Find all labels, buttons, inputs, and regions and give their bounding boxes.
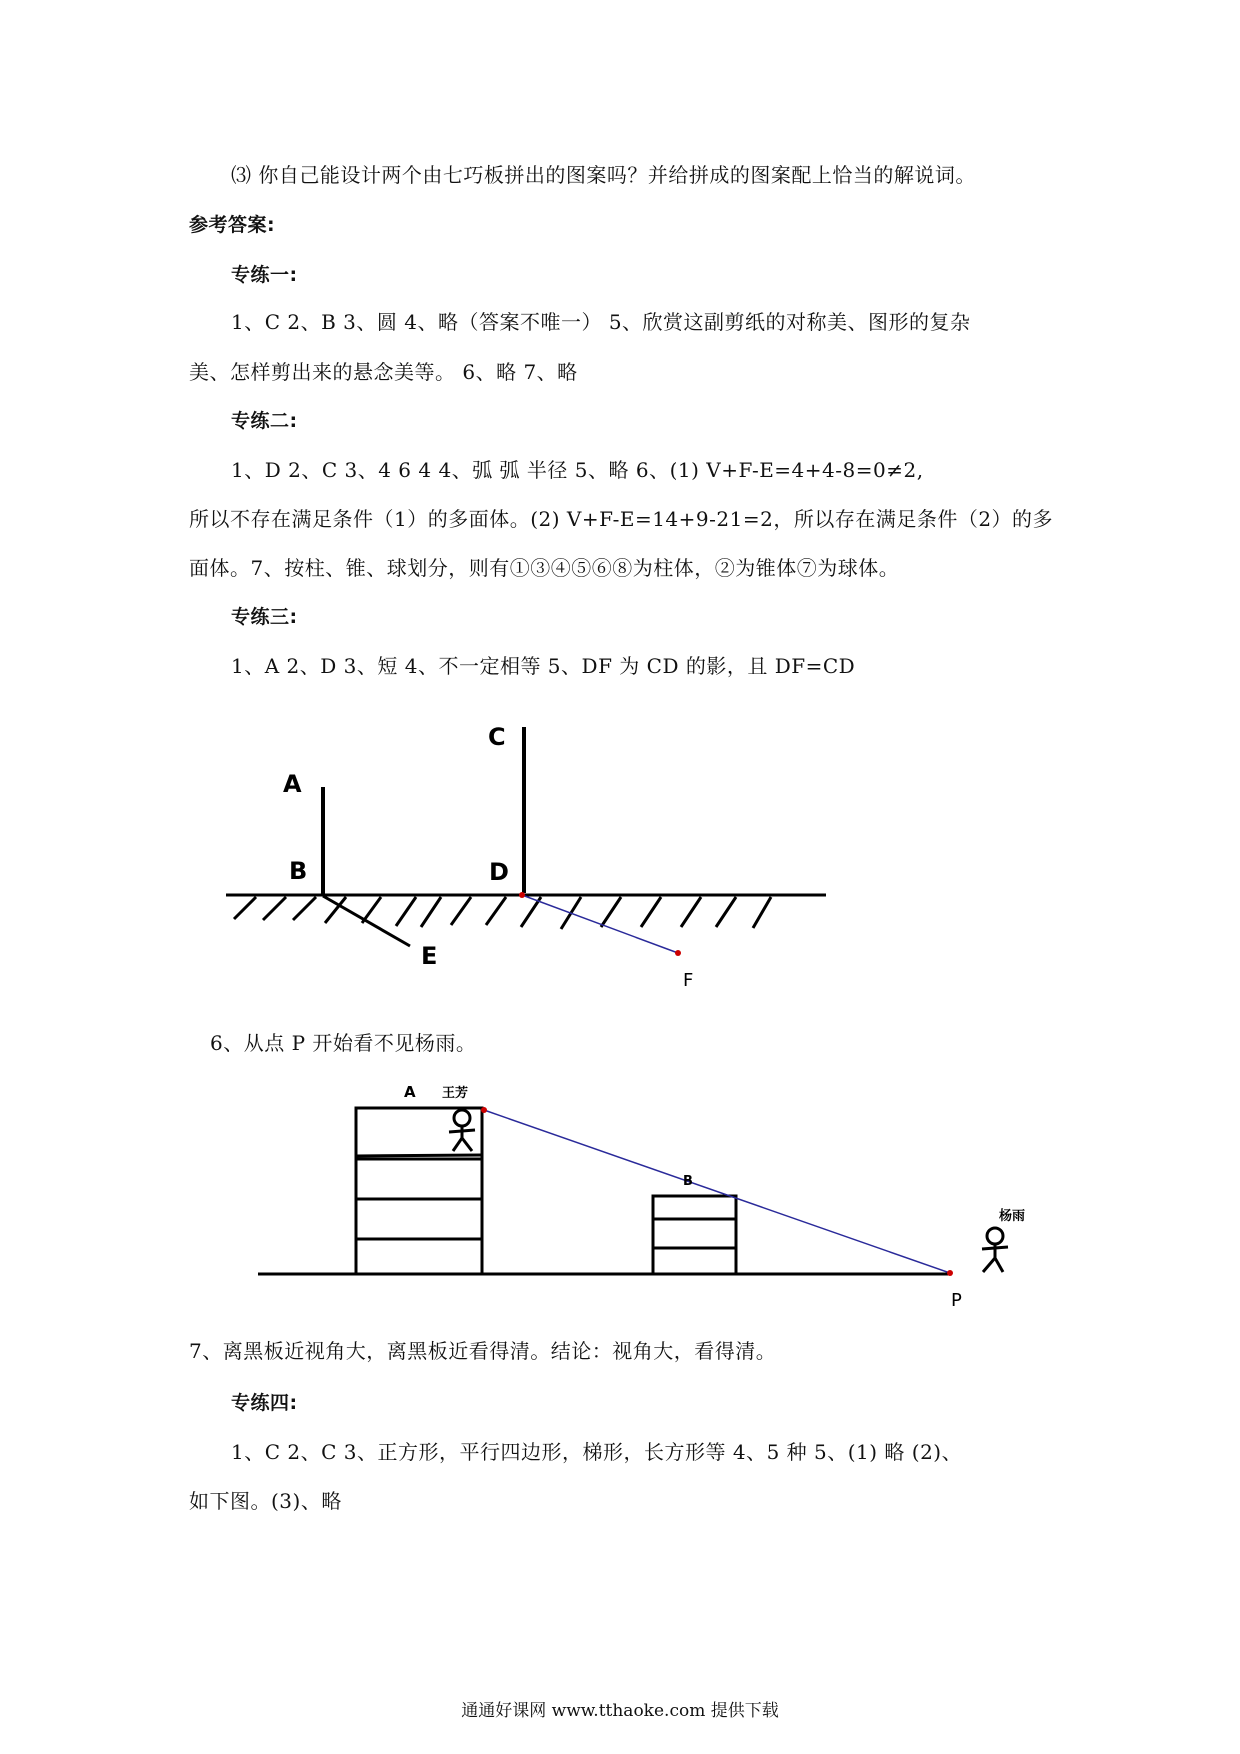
section-3-line-6: 6、从点 P 开始看不见杨雨。 — [210, 1031, 477, 1055]
section-3-line-1: 1、A 2、D 3、短 4、不一定相等 5、DF 为 CD 的影，且 DF=CD — [231, 654, 856, 678]
point-a-marker — [481, 1107, 487, 1113]
section-3-line-7: 7、离黑板近视角大，离黑板近看得清。结论：视角大，看得清。 — [189, 1339, 777, 1363]
reference-answers-title: 参考答案: — [189, 214, 276, 236]
label-c: C — [488, 723, 506, 751]
label-p: P — [951, 1290, 962, 1311]
label-d: D — [489, 858, 509, 886]
point-f-marker — [675, 950, 681, 956]
person-yangyu-icon — [982, 1228, 1008, 1272]
section-4-line-1: 1、C 2、C 3、正方形，平行四边形，梯形，长方形等 4、5 种 5、(1) 略 (2)、 — [231, 1440, 963, 1464]
section-1-line-2: 美、怎样剪出来的悬念美等。 6、略 7、略 — [189, 360, 578, 384]
page-footer: 通通好课网 www.tthaoke.com 提供下载 — [461, 1701, 779, 1721]
shadow-df — [522, 895, 678, 953]
section-1-title: 专练一: — [231, 264, 298, 286]
person-wangfang-icon — [449, 1110, 475, 1151]
shadow-figure — [0, 700, 1240, 1000]
line-of-sight-figure — [0, 1075, 1240, 1315]
section-1-line-1: 1、C 2、B 3、圆 4、略（答案不唯一） 5、欣赏这副剪纸的对称美、图形的复杂 — [231, 310, 971, 334]
question-3: ⑶ 你自己能设计两个由七巧板拼出的图案吗？并给拼成的图案配上恰当的解说词。 — [231, 163, 976, 187]
section-2-line-1: 1、D 2、C 3、4 6 4 4、弧 弧 半径 5、略 6、(1) V+F-E=4+4-8=0≠2, — [231, 458, 924, 482]
label-b: B — [289, 857, 308, 885]
short-building — [653, 1196, 736, 1274]
label-f: F — [683, 970, 694, 991]
section-4-title: 专练四: — [231, 1392, 298, 1414]
section-2-title: 专练二: — [231, 410, 298, 432]
label-b: B — [683, 1174, 693, 1189]
label-yangyu: 杨雨 — [999, 1209, 1026, 1224]
shadow-be — [323, 896, 410, 946]
point-p-marker — [947, 1270, 953, 1276]
label-a: A — [404, 1083, 416, 1101]
label-a: A — [283, 770, 302, 798]
label-wangfang: 王芳 — [442, 1086, 469, 1101]
section-2-line-3: 面体。7、按柱、锥、球划分，则有①③④⑤⑥⑧为柱体，②为锥体⑦为球体。 — [189, 556, 900, 580]
point-d-marker — [519, 892, 525, 898]
ground-hatching — [234, 897, 771, 929]
section-2-line-2: 所以不存在满足条件（1）的多面体。(2) V+F-E=14+9-21=2，所以存在满足条件（2）的多 — [189, 507, 1054, 531]
label-e: E — [421, 942, 438, 970]
section-4-line-2: 如下图。(3)、略 — [189, 1489, 342, 1513]
section-3-title: 专练三: — [231, 606, 298, 628]
